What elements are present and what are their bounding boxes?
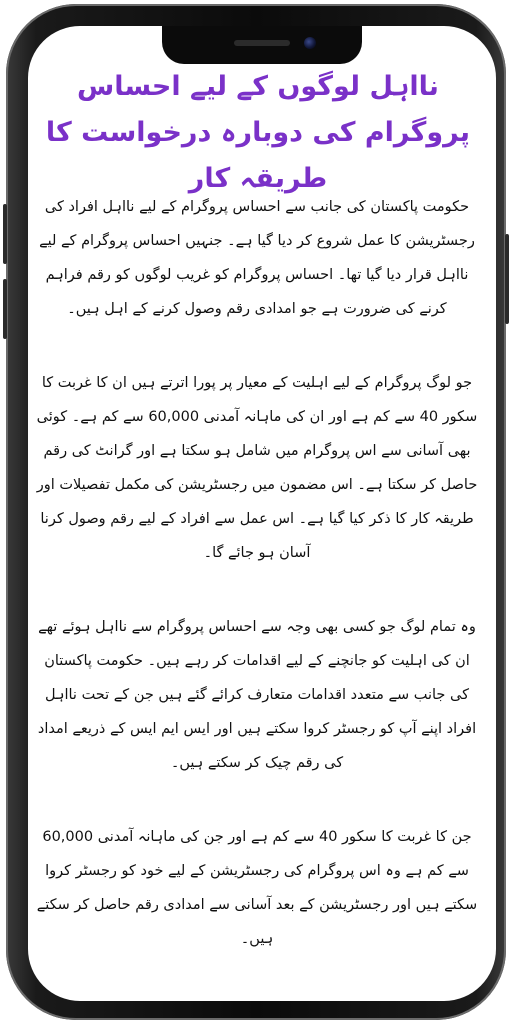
article-body bbox=[34, 190, 480, 996]
article-paragraph-2: جو لوگ پروگرام کے لیے اہلیت کے معیار پر پورا اترتے ہیں ان کا غربت کا سکور 40 سے کم ہے اور ان کی ماہانہ آمدنی 60,000 سے کم ہے۔ کوئی بھی آسانی سے اس پروگرام میں شامل ہو سکتا ہے اور گرانٹ کی رقم حاصل کر سکتا ہے۔ اس مضمون میں رجسٹریشن کی مکمل تفصیلات اور طریقہ کار کا ذکر کیا گیا ہے۔ اس عمل سے افراد کے لیے رقم وصول کرنا آسان ہو جائے گا۔ bbox=[36, 375, 478, 561]
phone-notch bbox=[162, 26, 362, 64]
article-paragraph-4: جن کا غربت کا سکور 40 سے کم ہے اور جن کی ماہانہ آمدنی 60,000 سے کم ہے وہ اس پروگرام کی رجسٹریشن کے لیے خود کو رجسٹر کروا سکتے ہیں اور رجسٹریشن کے بعد آسانی سے امدادی رقم حاصل کر سکتے ہیں۔ bbox=[36, 829, 478, 947]
front-camera-icon bbox=[304, 37, 316, 49]
volume-down-button bbox=[3, 279, 7, 339]
article-paragraph-1: حکومت پاکستان کی جانب سے احساس پروگرام کے لیے نااہل افراد کی رجسٹریشن کا عمل شروع کر دیا گیا ہے۔ جنہیں احساس پروگرام کے لیے نااہل قرار دیا گیا تھا۔ احساس پروگرام کو غریب لوگوں کو رقم فراہم کرنے کی ضرورت ہے جو امدادی رقم وصول کرنے کے اہل ہیں۔ bbox=[39, 199, 475, 317]
article-title: نااہل لوگوں کے لیے احساس پروگرام کی دوبارہ درخواست کا طریقہ کار bbox=[45, 71, 471, 194]
side-button bbox=[505, 234, 509, 324]
volume-up-button bbox=[3, 204, 7, 264]
speaker-grille bbox=[234, 40, 290, 46]
phone-frame bbox=[6, 4, 506, 1020]
article-paragraph-3: وہ تمام لوگ جو کسی بھی وجہ سے احساس پروگرام سے نااہل ہوئے تھے ان کی اہلیت کو جانچنے کے لیے اقدامات کر رہے ہیں۔ حکومت پاکستان کی جانب سے متعدد اقدامات متعارف کرائے گئے ہیں جن کے تحت نااہل افراد اپنے آپ کو رجسٹر کروا سکتے ہیں اور ایس ایم ایس کے ذریعے امداد کی رقم چیک کر سکتے ہیں۔ bbox=[37, 619, 477, 771]
